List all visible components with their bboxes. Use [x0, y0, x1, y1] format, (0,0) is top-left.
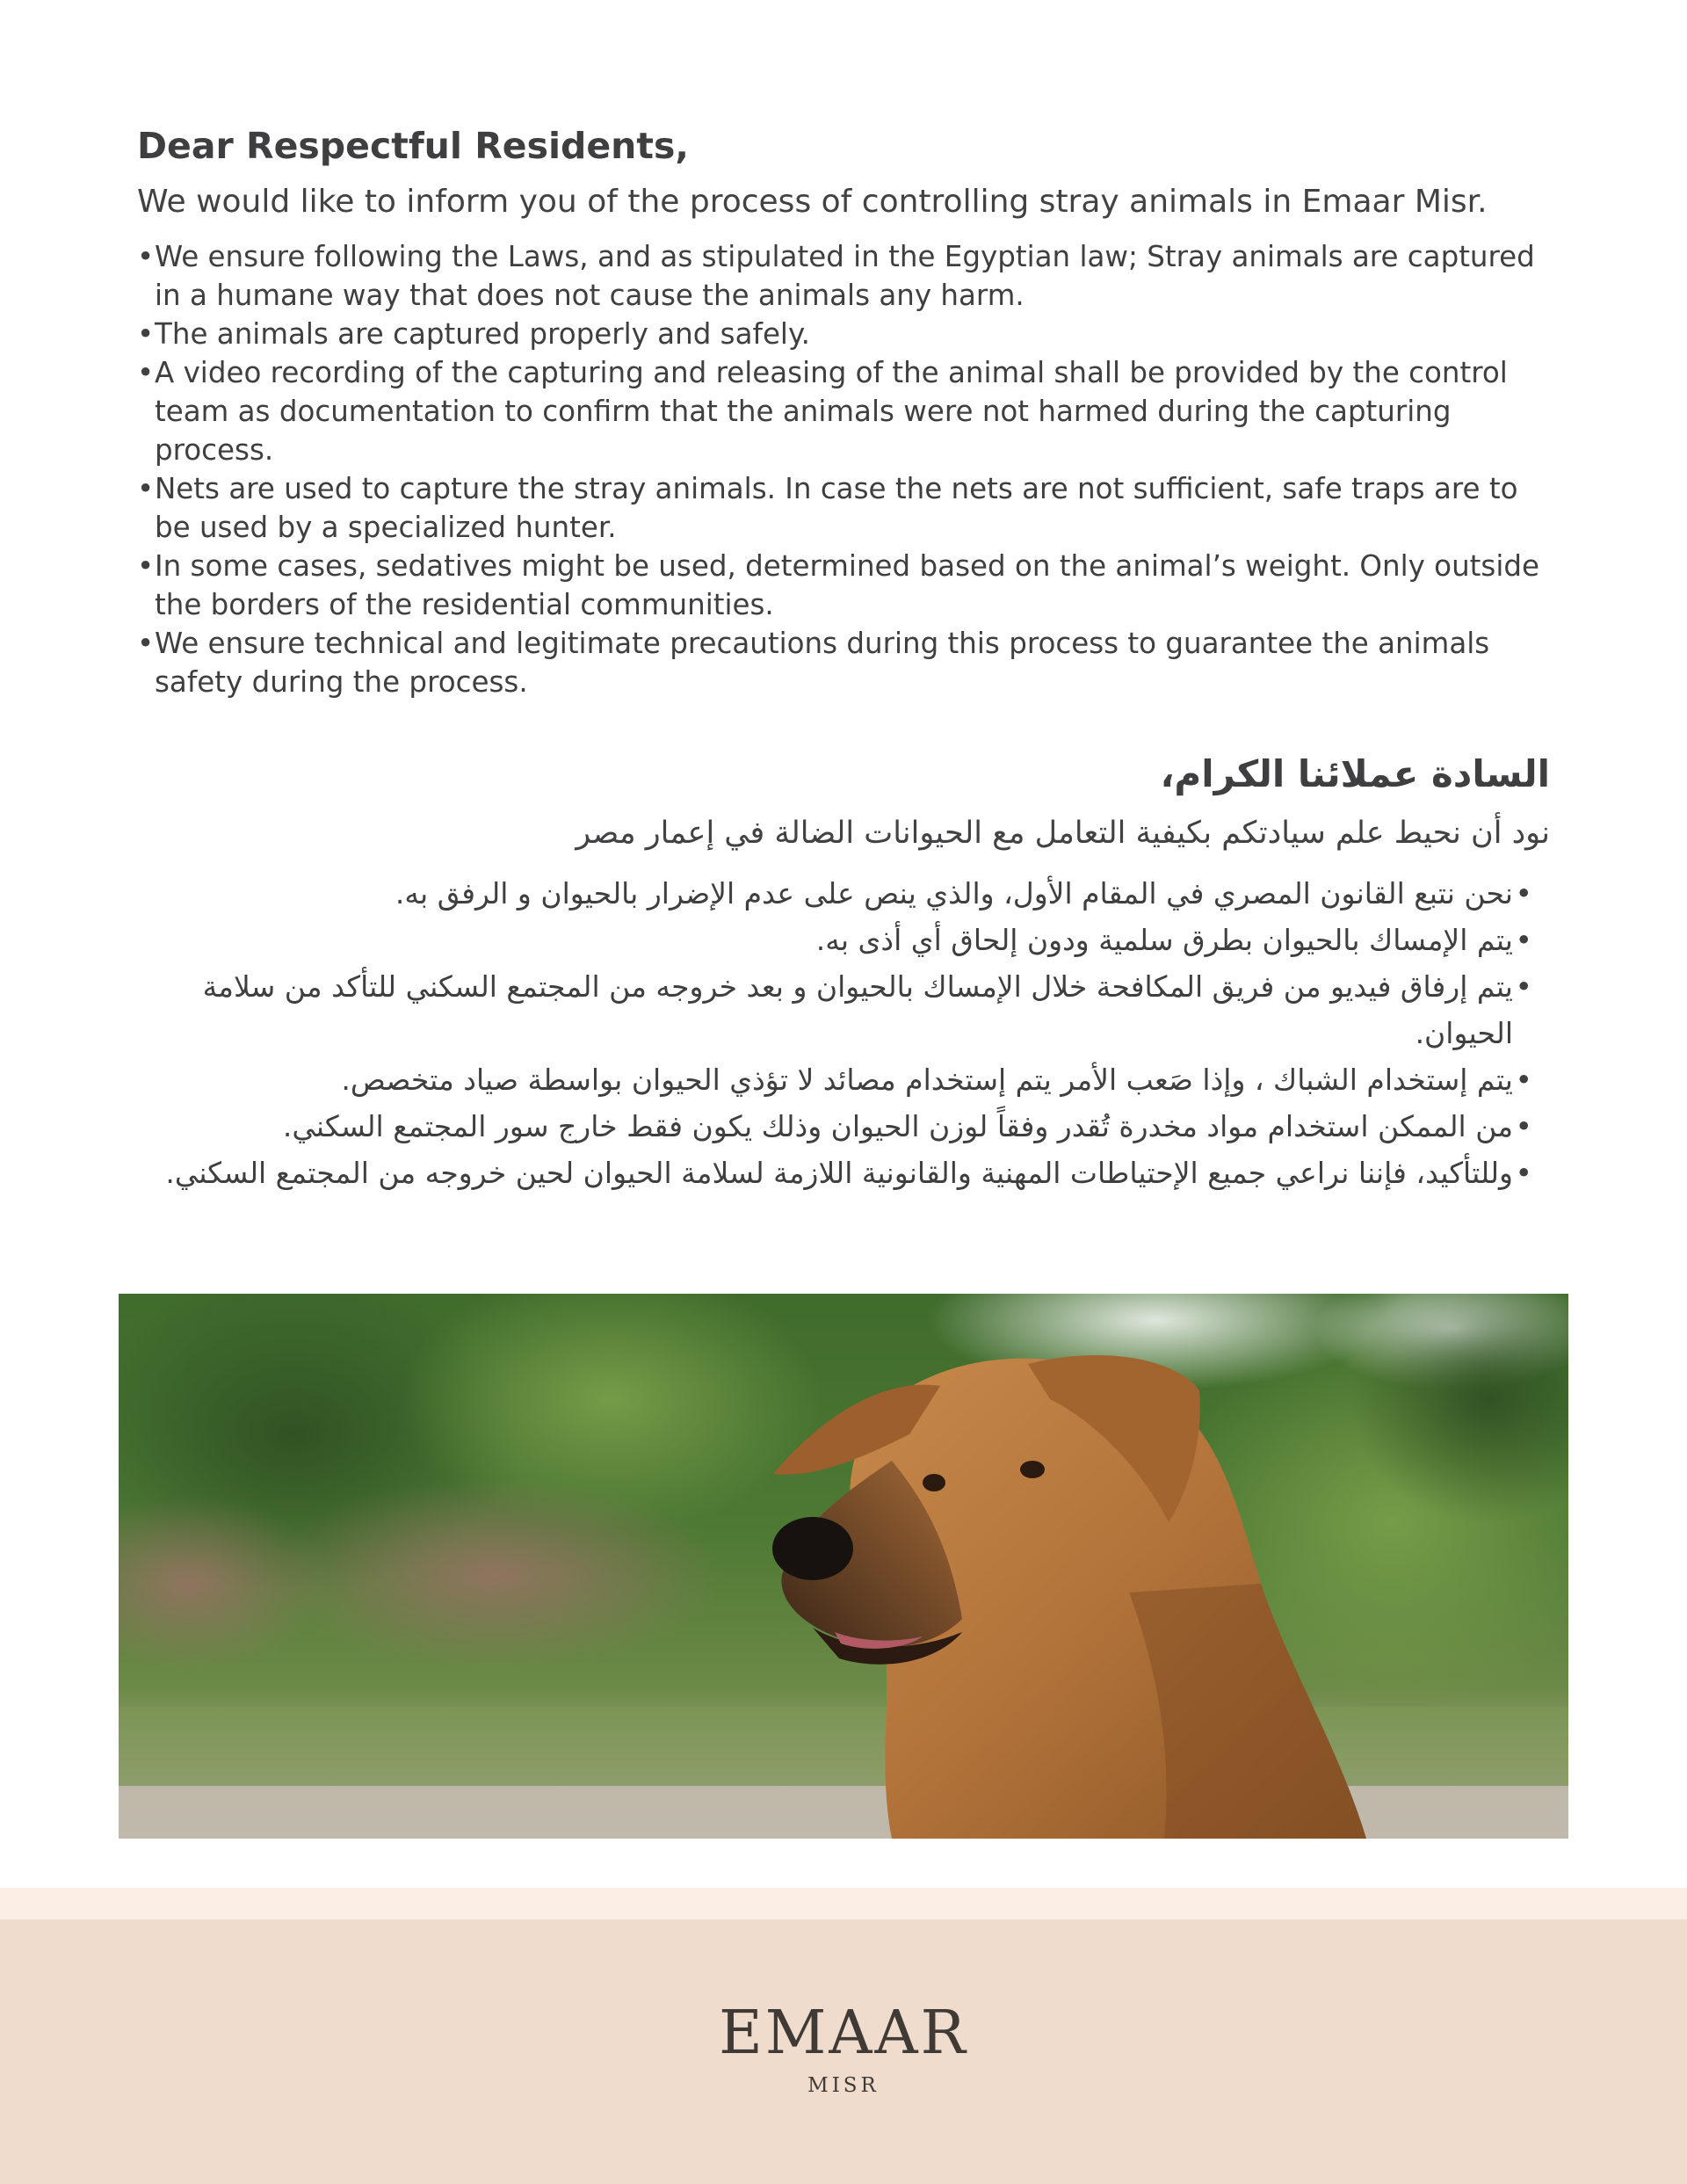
arabic-intro: نود أن نحيط علم سيادتكم بكيفية التعامل مع الحيوانات الضالة في إعمار مصر — [576, 816, 1550, 851]
english-notice — [137, 120, 1560, 701]
english-bullet: • We ensure technical and legitimate precautions during this process to guarantee the animals safety during the process. — [137, 624, 1560, 701]
arabic-bullet: • يتم إستخدام الشباك ، وإذا صَعب الأمر يتم إستخدام مصائد لا تؤذي الحيوان بواسطة صياد متخصص. — [109, 1056, 1532, 1103]
brand-name: EMAAR — [719, 1999, 968, 2068]
arabic-notice — [109, 747, 1550, 1196]
english-bullet: • The animals are captured properly and safely. — [137, 315, 1560, 353]
footer — [0, 1919, 1687, 2184]
english-bullet: • Nets are used to capture the stray animals. In case the nets are not sufficient, safe traps are to be used by a specialized hunter. — [137, 469, 1560, 547]
arabic-bullet: • نحن نتبع القانون المصري في المقام الأول، والذي ينص على عدم الإضرار بالحيوان و الرفق به. — [109, 870, 1532, 917]
english-bullet-list — [137, 237, 1560, 701]
english-greeting: Dear Respectful Residents, — [137, 125, 689, 167]
english-bullet: • We ensure following the Laws, and as stipulated in the Egyptian law; Stray animals are captured in a humane way that does not cause the animals any harm. — [137, 237, 1560, 315]
arabic-bullet-list — [109, 870, 1532, 1196]
footer-top-strip — [0, 1888, 1687, 1919]
english-intro: We would like to inform you of the process of controlling stray animals in Emaar Misr. — [137, 184, 1488, 220]
arabic-bullet: • يتم إرفاق فيديو من فريق المكافحة خلال الإمساك بالحيوان و بعد خروجه من المجتمع السكني للتأكد من سلامة الحيوان. — [109, 963, 1532, 1056]
dog-photo — [119, 1294, 1568, 1839]
english-bullet: • In some cases, sedatives might be used, determined based on the animal’s weight. Only outside the borders of the residential communities. — [137, 547, 1560, 624]
english-bullet: • A video recording of the capturing and releasing of the animal shall be provided by the control team as documentation to confirm that the animals were not harmed during the capturing process. — [137, 353, 1560, 469]
emaar-misr-logo — [0, 2000, 1687, 2099]
brand-sub: MISR — [807, 2074, 880, 2097]
arabic-bullet: • من الممكن استخدام مواد مخدرة تُقدر وفقاً لوزن الحيوان وذلك يكون فقط خارج سور المجتمع السكني. — [109, 1103, 1532, 1150]
arabic-bullet: • وللتأكيد، فإننا نراعي جميع الإحتياطات المهنية والقانونية اللازمة لسلامة الحيوان لحين خروجه من المجتمع السكني. — [109, 1150, 1532, 1196]
arabic-greeting: السادة عملائنا الكرام، — [1160, 752, 1550, 795]
arabic-bullet: • يتم الإمساك بالحيوان بطرق سلمية ودون إلحاق أي أذى به. — [109, 917, 1532, 963]
